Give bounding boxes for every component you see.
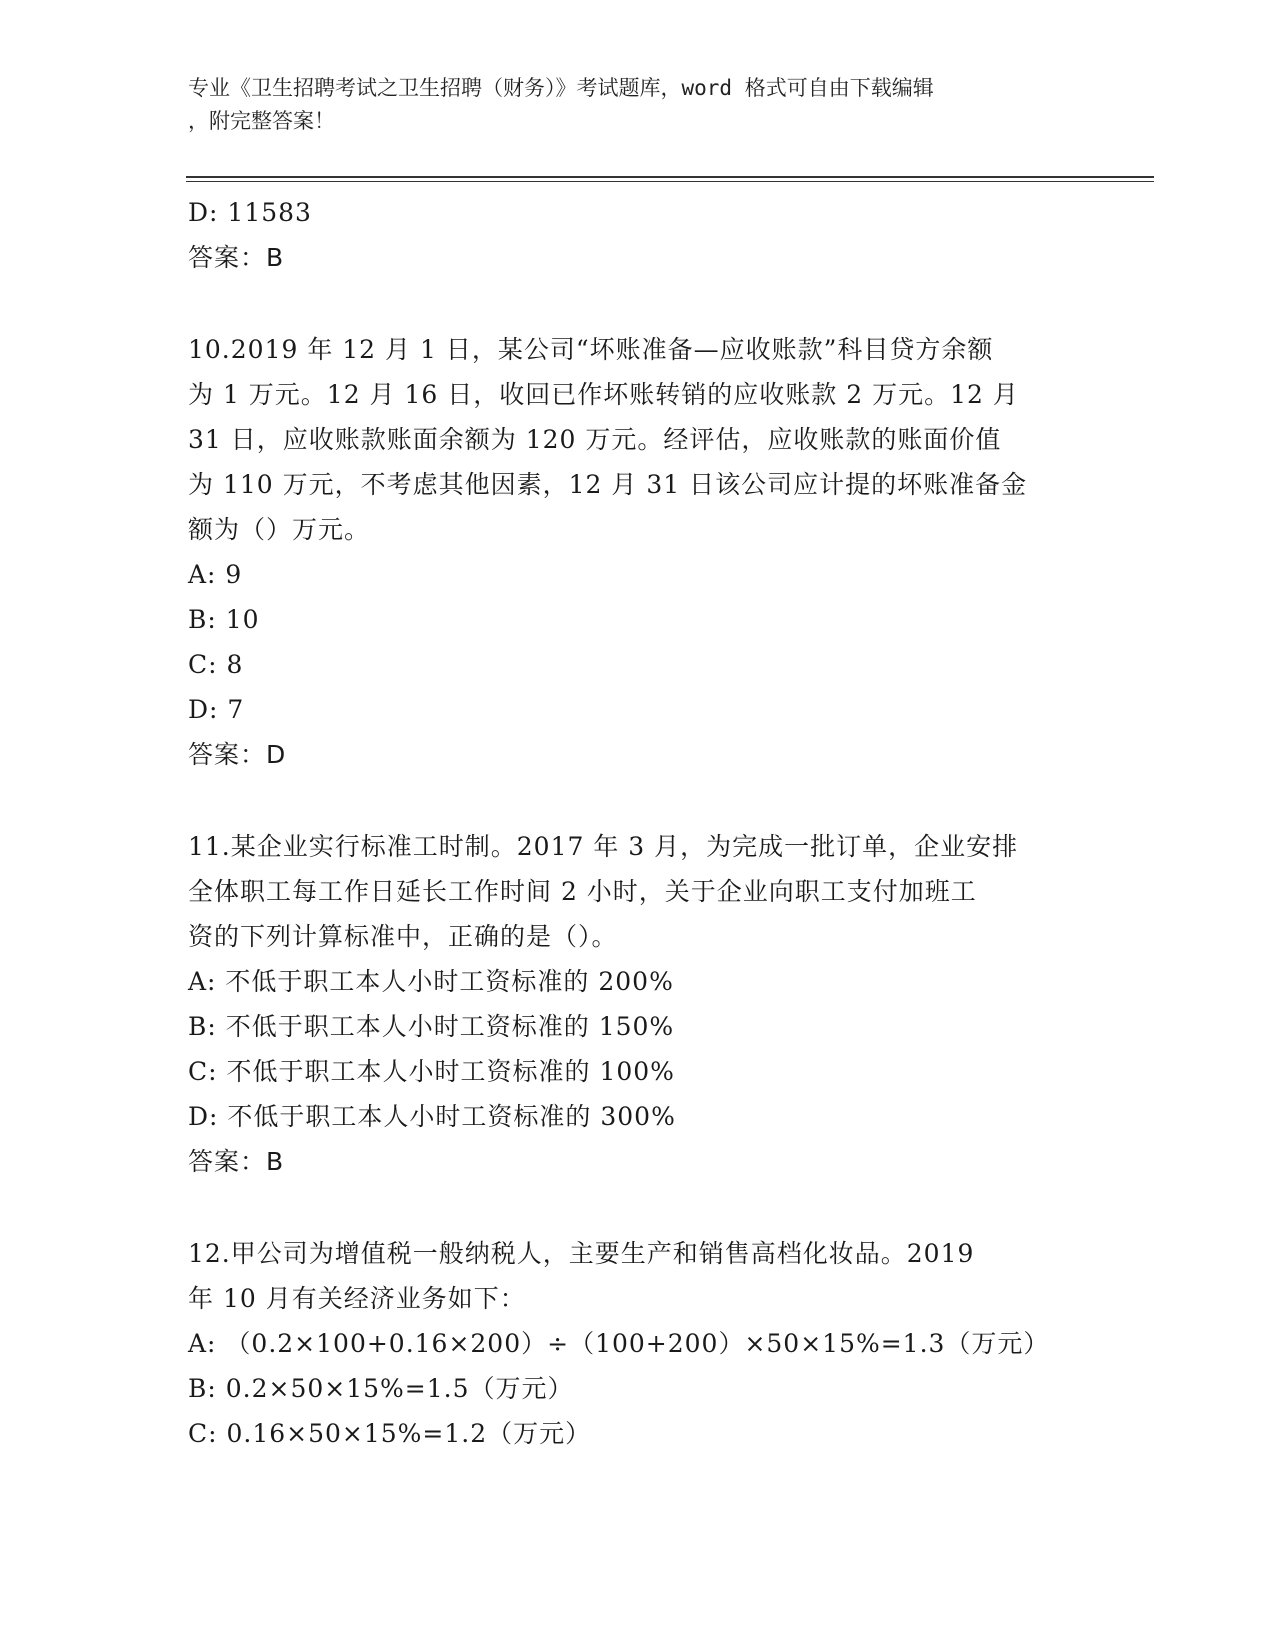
q10-text-line: 额为（）万元。	[188, 515, 371, 544]
q11-option-d: D: 不低于职工本人小时工资标准的 300%	[188, 1102, 676, 1131]
q10-option-a: A: 9	[188, 560, 243, 589]
document-header	[188, 72, 1068, 138]
question-content	[188, 190, 1088, 1456]
spacer	[188, 777, 1088, 824]
q10-text-line: 为 1 万元。12 月 16 日，收回已作坏账转销的应收账款 2 万元。12 月	[188, 380, 1019, 409]
q10-text-line: 为 110 万元，不考虑其他因素，12 月 31 日该公司应计提的坏账准备金	[188, 470, 1028, 499]
q11-text-line: 全体职工每工作日延长工作时间 2 小时，关于企业向职工支付加班工	[188, 877, 977, 906]
q11-answer: 答案：B	[188, 1147, 285, 1176]
q10-answer: 答案：D	[188, 740, 287, 769]
q10-text-line: 10.2019 年 12 月 1 日，某公司“坏账准备—应收账款”科目贷方余额	[188, 335, 994, 364]
q12-option-a: A: （0.2×100+0.16×200）÷（100+200）×50×15%=1.3（万元）	[188, 1329, 1050, 1358]
q11-option-a: A: 不低于职工本人小时工资标准的 200%	[188, 967, 674, 996]
prev-answer: 答案：B	[188, 243, 285, 272]
q11-option-b: B: 不低于职工本人小时工资标准的 150%	[188, 1012, 675, 1041]
header-line-2: ，附完整答案！	[188, 109, 335, 133]
q12-option-c: C: 0.16×50×15%=1.2（万元）	[188, 1419, 592, 1448]
header-line-1: 专业《卫生招聘考试之卫生招聘（财务）》考试题库，word 格式可自由下载编辑	[188, 76, 934, 100]
prev-option-d: D: 11583	[188, 198, 312, 227]
q11-option-c: C: 不低于职工本人小时工资标准的 100%	[188, 1057, 675, 1086]
q12-option-b: B: 0.2×50×15%=1.5（万元）	[188, 1374, 574, 1403]
spacer	[188, 280, 1088, 327]
question-12	[188, 1231, 1088, 1456]
q12-text-line: 12.甲公司为增值税一般纳税人，主要生产和销售高档化妆品。2019	[188, 1239, 975, 1268]
header-rule-thin	[186, 181, 1154, 182]
question-11	[188, 824, 1088, 1184]
question-10	[188, 327, 1088, 777]
q12-text-line: 年 10 月有关经济业务如下：	[188, 1284, 526, 1313]
q10-option-c: C: 8	[188, 650, 244, 679]
q10-option-b: B: 10	[188, 605, 260, 634]
q11-text-line: 11.某企业实行标准工时制。2017 年 3 月，为完成一批订单，企业安排	[188, 832, 1019, 861]
q11-text-line: 资的下列计算标准中，正确的是（）。	[188, 922, 618, 951]
header-rule-thick	[186, 176, 1154, 178]
spacer	[188, 1184, 1088, 1231]
q10-option-d: D: 7	[188, 695, 245, 724]
q10-text-line: 31 日，应收账款账面余额为 120 万元。经评估，应收账款的账面价值	[188, 425, 1002, 454]
